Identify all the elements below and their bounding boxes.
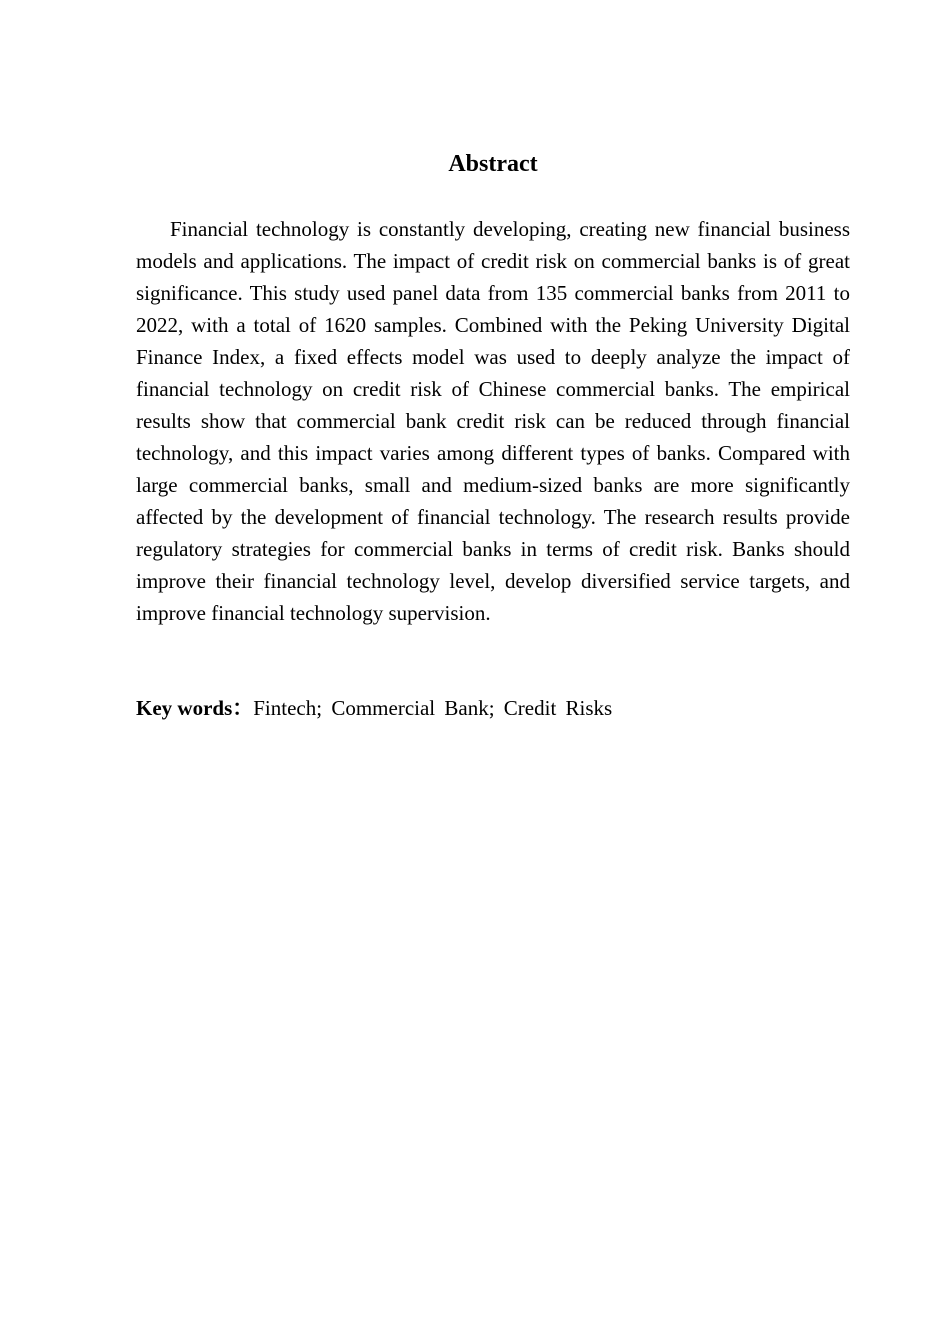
keywords-line — [136, 692, 850, 724]
keywords-label: Key words： — [136, 696, 254, 720]
keywords-value: Fintech; Commercial Bank; Credit Risks — [253, 696, 613, 720]
abstract-title: Abstract — [448, 151, 538, 177]
abstract-body: Financial technology is constantly developing, creating new financial business models and applications. The impact of credit risk on commercial banks is of great significance. This study used panel data from 135 commercial banks from 2011 to 2022, with a total of 1620 samples. Combined with the Peking University Digital Finance Index, a fixed effects model was used to deeply analyze the impact of financial technology on credit risk of Chinese commercial banks. The empirical results show that commercial bank credit risk can be reduced through financial technology, and this impact varies among different types of banks. Compared with large commercial banks, small and medium-sized banks are more significantly affected by the development of financial technology. The research results provide regulatory strategies for commercial banks in terms of credit risk. Banks should improve their financial technology level, develop diversified service targets, and improve financial technology supervision. — [136, 217, 850, 625]
